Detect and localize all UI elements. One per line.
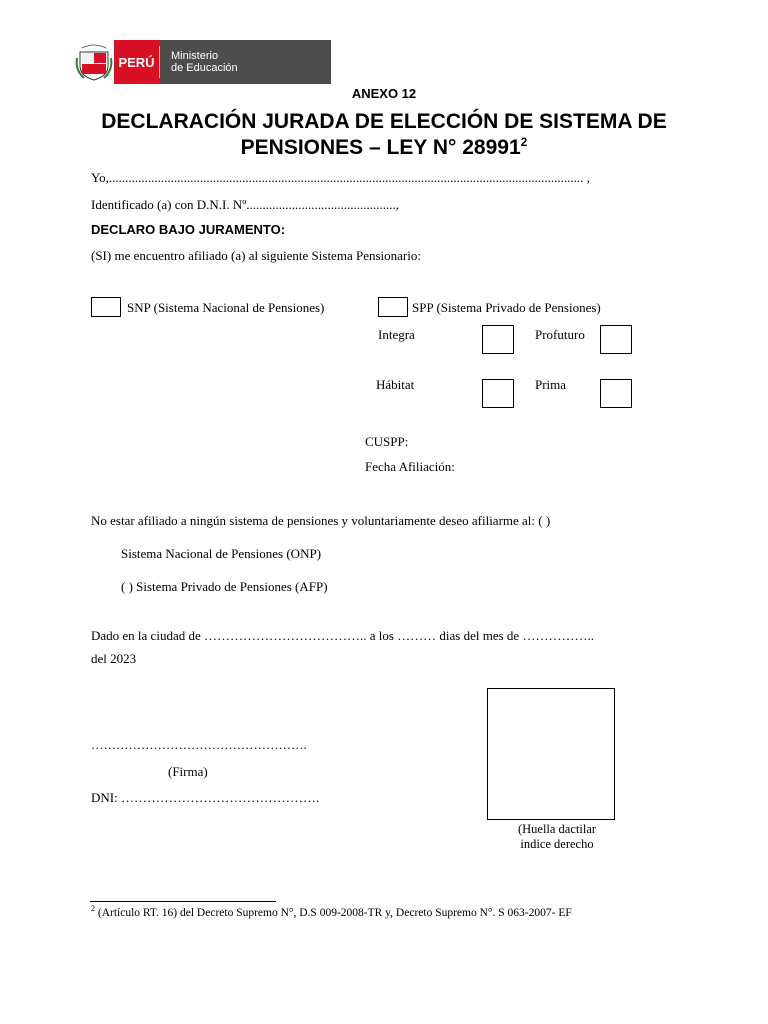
afp-integra-label: Integra xyxy=(378,327,415,342)
yo-field: Yo,.................................................................................................................................................. , xyxy=(91,170,590,185)
declaration-heading: DECLARO BAJO JURAMENTO: xyxy=(91,222,286,237)
fingerprint-label-line2: indice derecho xyxy=(520,837,594,851)
spp-checkbox[interactable] xyxy=(378,297,408,317)
place-date-line: Dado en la ciudad de ……………………………….. a los ……… dias del mes de …………….. xyxy=(91,628,594,643)
peru-label: PERÚ xyxy=(114,40,159,84)
affiliated-statement: (SI) me encuentro afiliado (a) al siguiente Sistema Pensionario: xyxy=(91,248,421,263)
snp-label: SNP (Sistema Nacional de Pensiones) xyxy=(127,300,325,315)
dni-signature-line: DNI: ………………………………………. xyxy=(91,790,320,805)
signature-line: ……………………………………………. xyxy=(91,738,307,752)
afp-prima-label: Prima xyxy=(535,377,567,392)
onp-option: Sistema Nacional de Pensiones (ONP) xyxy=(121,546,322,561)
title-footnote-ref: 2 xyxy=(520,135,528,149)
title-line2 xyxy=(0,135,768,160)
fingerprint-box xyxy=(487,688,615,820)
profuturo-checkbox[interactable] xyxy=(600,325,632,354)
coat-of-arms-icon xyxy=(74,40,114,84)
footnote xyxy=(91,904,572,919)
ministry-line1: Ministerio xyxy=(171,50,219,62)
ministry-logo xyxy=(74,40,331,84)
afp-habitat-label: Hábitat xyxy=(376,377,415,392)
footnote-text: (Artículo RT. 16) del Decreto Supremo N°, D.S 009-2008-TR y, Decreto Supremo N°. S 063-2007- EF xyxy=(95,906,572,919)
not-affiliated-statement: No estar afiliado a ningún sistema de pensiones y voluntariamente deseo afiliarme al: ( ) xyxy=(91,513,551,528)
ministry-label xyxy=(159,40,331,84)
title-line1: DECLARACIÓN JURADA DE ELECCIÓN DE SISTEMA DE xyxy=(101,110,667,133)
fingerprint-label-line1: (Huella dactilar xyxy=(517,822,597,836)
integra-checkbox[interactable] xyxy=(482,325,514,354)
snp-checkbox[interactable] xyxy=(91,297,121,317)
dni-identification-field: Identificado (a) con D.N.I. Nº.............................................., xyxy=(91,197,400,212)
year-line: del 2023 xyxy=(91,651,137,666)
cuspp-label: CUSPP: xyxy=(365,434,409,449)
afp-profuturo-label: Profuturo xyxy=(535,327,585,342)
affiliation-date-label: Fecha Afiliación: xyxy=(365,459,455,474)
spp-label: SPP (Sistema Privado de Pensiones) xyxy=(412,300,601,315)
ministry-line2: de Educación xyxy=(171,62,238,74)
title-line2-text: PENSIONES – LEY N° 28991 xyxy=(240,136,521,159)
habitat-checkbox[interactable] xyxy=(482,379,514,408)
signature-label: (Firma) xyxy=(168,764,208,779)
afp-option: ( ) Sistema Privado de Pensiones (AFP) xyxy=(121,579,328,594)
prima-checkbox[interactable] xyxy=(600,379,632,408)
annex-label: ANEXO 12 xyxy=(351,86,417,101)
footnote-marker: 2 xyxy=(91,904,95,913)
footnote-divider xyxy=(90,901,276,902)
